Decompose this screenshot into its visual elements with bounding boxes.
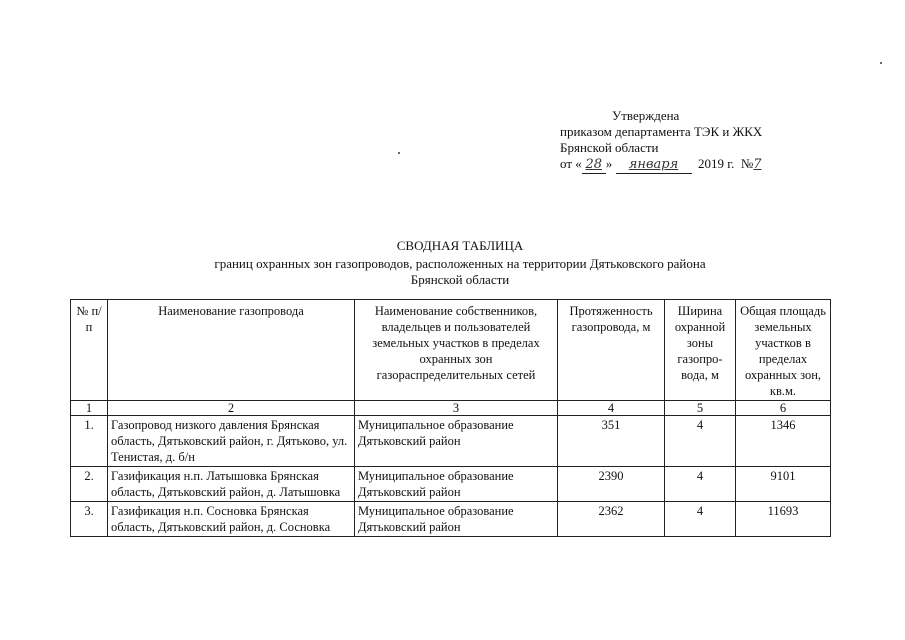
table-row	[71, 502, 831, 537]
row-number: 2.	[71, 467, 108, 502]
column-index: 4	[558, 401, 665, 416]
header-pipeline-name: Наименование газопровода	[108, 300, 355, 401]
date-month	[616, 156, 692, 174]
pipeline-length: 2390	[558, 467, 665, 502]
zone-width: 4	[665, 416, 736, 467]
header-length: Протяженность газопровода, м	[558, 300, 665, 401]
zone-width: 4	[665, 467, 736, 502]
owner-name: Муниципальное образование Дятьковский район	[355, 502, 558, 537]
date-year: 2019 г.	[698, 156, 735, 171]
approved-label: Утверждена	[612, 108, 680, 123]
table-row	[71, 416, 831, 467]
header-number: № п/п	[71, 300, 108, 401]
header-owners: Наименование собственников, владельцев и пользователей земельных участков в пределах охранных зон газораспределительных сетей	[355, 300, 558, 401]
date-mid: »	[605, 156, 613, 171]
table-header-row	[71, 300, 831, 401]
row-number: 3.	[71, 502, 108, 537]
date-day-value: 28	[585, 157, 603, 172]
approval-region-line: Брянской области	[560, 140, 659, 155]
column-index: 1	[71, 401, 108, 416]
total-area: 11693	[736, 502, 831, 537]
scan-speck	[880, 62, 882, 64]
header-total-area: Общая площадь земельных участков в пределах охранных зон, кв.м.	[736, 300, 831, 401]
column-index: 2	[108, 401, 355, 416]
header-zone-width: Ширина охранной зоны газопро-вода, м	[665, 300, 736, 401]
approval-date-line	[560, 156, 762, 174]
approval-order-line: приказом департамента ТЭК и ЖКХ	[560, 124, 763, 139]
total-area: 1346	[736, 416, 831, 467]
row-number: 1.	[71, 416, 108, 467]
pipeline-name: Газификация н.п. Латышовка Брянская область, Дятьковский район, д. Латышовка	[108, 467, 355, 502]
owner-name: Муниципальное образование Дятьковский район	[355, 467, 558, 502]
pipeline-name: Газопровод низкого давления Брянская область, Дятьковский район, г. Дятьково, ул. Тенистая, д. б/н	[108, 416, 355, 467]
scan-speck	[398, 152, 400, 154]
column-index-row	[71, 401, 831, 416]
date-day	[582, 156, 606, 174]
total-area: 9101	[736, 467, 831, 502]
order-number: 7	[753, 157, 762, 172]
order-number-prefix: №	[740, 156, 754, 171]
column-index: 3	[355, 401, 558, 416]
date-prefix: от «	[560, 156, 582, 171]
table-row	[71, 467, 831, 502]
document-subtitle: границ охранных зон газопроводов, расположенных на территории Дятьковского района	[214, 256, 706, 271]
column-index: 6	[736, 401, 831, 416]
pipeline-name: Газификация н.п. Сосновка Брянская область, Дятьковский район, д. Сосновка	[108, 502, 355, 537]
document-title: СВОДНАЯ ТАБЛИЦА	[396, 238, 524, 253]
date-month-value: января	[628, 157, 679, 172]
pipeline-length: 2362	[558, 502, 665, 537]
approval-block	[560, 108, 762, 174]
pipeline-length: 351	[558, 416, 665, 467]
summary-table	[70, 299, 831, 537]
column-index: 5	[665, 401, 736, 416]
document-subtitle-region: Брянской области	[410, 272, 510, 287]
zone-width: 4	[665, 502, 736, 537]
owner-name: Муниципальное образование Дятьковский район	[355, 416, 558, 467]
